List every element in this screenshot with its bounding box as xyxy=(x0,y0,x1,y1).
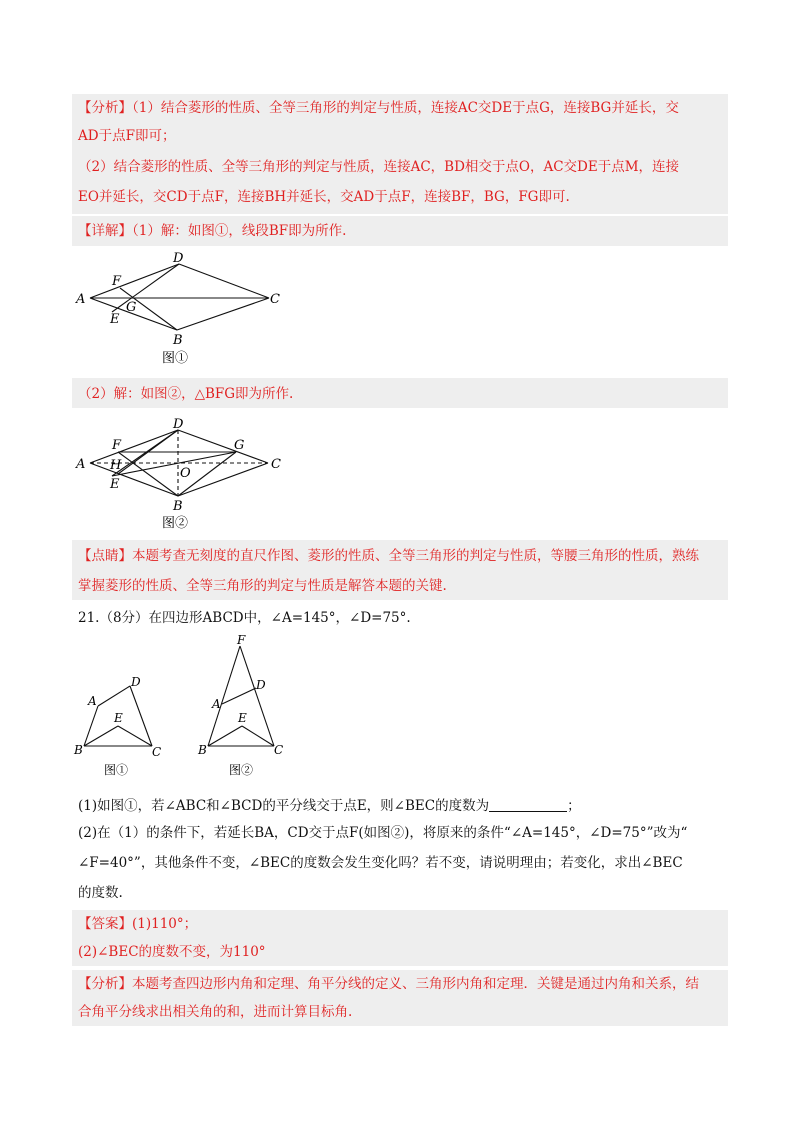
comment-line-2: 掌握菱形的性质、全等三角形的判定与性质是解答本题的关键. xyxy=(78,578,447,594)
detail-line-1: 【详解】（1）解：如图①，线段BF即为所作. xyxy=(78,223,347,239)
analysis-prev-line-3: （2）结合菱形的性质、全等三角形的判定与性质，连接AC，BD相交于点O，AC交DE于点M，连接 xyxy=(78,159,680,175)
fig1-label-D: D xyxy=(173,251,184,266)
fig1-label-A: A xyxy=(76,292,86,307)
figure-1 xyxy=(72,250,280,368)
question-21-figure-2 xyxy=(196,632,296,782)
segment-BA xyxy=(90,463,178,496)
segment-AD xyxy=(222,688,256,704)
figure-1-diagram xyxy=(72,250,280,368)
q21-fig1-caption: 图① xyxy=(104,763,129,777)
figure-2-diagram xyxy=(72,414,284,534)
question-21-stem: 21.（8分）在四边形ABCD中，∠A=145°，∠D=75°. xyxy=(78,610,411,626)
segment-DE xyxy=(112,264,179,312)
segment-BE xyxy=(84,726,118,746)
answer-line-2: (2)∠BEC的度数不变，为110° xyxy=(78,944,266,960)
q21f2-label-A: A xyxy=(212,697,221,711)
analysis-prev-line-2: AD于点F即可； xyxy=(78,128,176,144)
segment-AD xyxy=(90,264,179,298)
question-21-part-2-line-1: (2)在（1）的条件下，若延长BA，CD交于点F(如图②)，将原来的条件“∠A=145°，∠D=75°”改为“ xyxy=(78,825,688,841)
analysis-prev-line-4: EO并延长，交CD于点F，连接BH并延长，交AD于点F，连接BF，BG，FG即可. xyxy=(78,189,570,205)
q21f1-label-C: C xyxy=(152,745,162,759)
segment-DC xyxy=(178,430,268,463)
segment-AD xyxy=(90,430,178,463)
segment-BA xyxy=(84,706,98,746)
q21f2-label-C: C xyxy=(274,743,284,757)
q21f1-label-D: D xyxy=(131,675,141,689)
comment-line-1: 【点睛】本题考查无刻度的直尺作图、菱形的性质、全等三角形的判定与性质，等腰三角形的性质，熟练 xyxy=(78,548,699,564)
q21f2-label-D: D xyxy=(256,678,266,692)
q21f1-label-E: E xyxy=(114,711,123,725)
segment-EG xyxy=(112,452,236,476)
segment-CB xyxy=(178,463,268,496)
answer-line-1: 【答案】(1)110°； xyxy=(78,916,198,932)
question-21-part-1 xyxy=(78,796,581,816)
question-21-part-2-line-2: ∠F=40°”，其他条件不变，∠BEC的度数会发生变化吗？若不变，请说明理由；若变化，求出∠BEC xyxy=(78,855,683,871)
segment-AD xyxy=(98,686,130,706)
part-1-text: (1)如图①，若∠ABC和∠BCD的平分线交于点E，则∠BEC的度数为 xyxy=(78,798,490,814)
detail-line-2: （2）解：如图②，△BFG即为所作. xyxy=(78,386,294,402)
q21-fig2-caption: 图② xyxy=(229,763,254,777)
fig1-label-G: G xyxy=(126,300,137,315)
segment-CE xyxy=(242,726,274,746)
question-21-figure-1 xyxy=(72,672,172,782)
fig2-label-E: E xyxy=(110,477,120,492)
fig2-label-B: B xyxy=(173,499,183,514)
fig1-label-C: C xyxy=(270,292,280,307)
fig2-label-D: D xyxy=(173,417,184,432)
analysis-prev-line-1: 【分析】（1）结合菱形的性质、全等三角形的判定与性质，连接AC交DE于点G，连接BG并延长，交 xyxy=(78,100,679,116)
fig2-label-A: A xyxy=(76,457,86,472)
segment-DC xyxy=(179,264,269,298)
fig2-label-G: G xyxy=(234,438,245,453)
fig2-label-C: C xyxy=(271,457,281,472)
segment-FC xyxy=(240,646,274,746)
fig1-caption: 图① xyxy=(162,351,189,366)
segment-CB xyxy=(177,298,269,330)
q21f2-label-B: B xyxy=(198,743,207,757)
analysis-line-2: 合角平分线求出相关角的和，进而计算目标角. xyxy=(78,1004,353,1020)
analysis-line-1: 【分析】本题考查四边形内角和定理、角平分线的定义、三角形内角和定理．关键是通过内角和关系，结 xyxy=(78,976,699,992)
q21-figure-2-diagram xyxy=(196,632,296,782)
figure-2 xyxy=(72,414,284,534)
segment-DC xyxy=(130,686,152,746)
question-21-part-2-line-3: 的度数. xyxy=(78,885,123,901)
q21-figure-1-diagram xyxy=(72,672,172,782)
fig2-label-F: F xyxy=(112,438,122,453)
segment-CE xyxy=(118,726,152,746)
fig2-label-H: H xyxy=(110,458,122,473)
part-1-answer-blank[interactable] xyxy=(489,797,567,812)
q21f1-label-A: A xyxy=(88,694,97,708)
q21f2-label-F: F xyxy=(237,633,246,647)
fig1-label-F: F xyxy=(112,274,122,289)
fig2-label-O: O xyxy=(180,466,191,481)
q21f1-label-B: B xyxy=(74,743,83,757)
part-1-end: ； xyxy=(567,798,581,814)
fig1-label-B: B xyxy=(173,333,183,348)
segment-FB xyxy=(118,452,178,496)
fig1-label-E: E xyxy=(110,312,120,327)
segment-BF xyxy=(208,646,240,746)
q21f2-label-E: E xyxy=(238,711,247,725)
fig2-caption: 图② xyxy=(162,516,189,531)
